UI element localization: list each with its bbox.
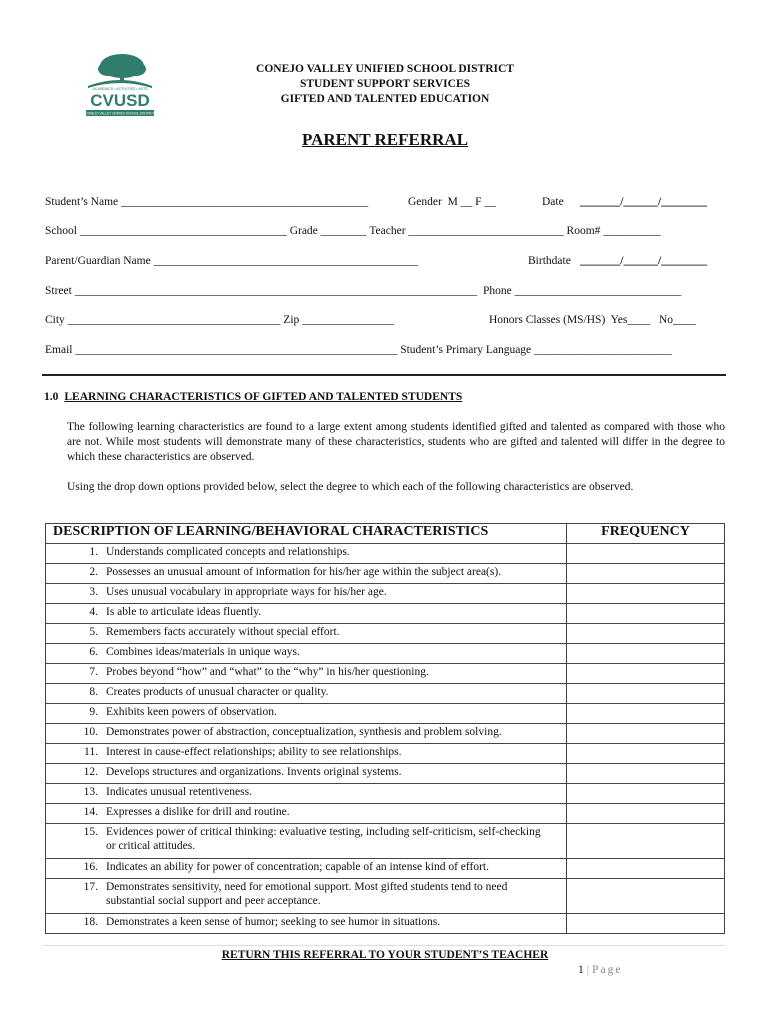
characteristic-number: 4. bbox=[89, 606, 98, 618]
section-instruction: Using the drop down options provided below, select the degree to which each of the following characteristics are observed. bbox=[67, 481, 634, 493]
logo-wordmark: CVUSD bbox=[90, 91, 150, 110]
logo-tagline: ACADEMICS • ACTIVITIES • ARTS bbox=[92, 87, 148, 91]
characteristic-number: 17. bbox=[83, 881, 98, 893]
frequency-dropdown[interactable] bbox=[567, 624, 725, 644]
characteristic-cell bbox=[46, 879, 567, 914]
table-row bbox=[46, 744, 725, 764]
section-number: 1.0 bbox=[44, 391, 59, 403]
characteristic-text: Uses unusual vocabulary in appropriate ways for his/her age. bbox=[106, 586, 387, 598]
frequency-dropdown[interactable] bbox=[567, 744, 725, 764]
return-instruction: RETURN THIS REFERRAL TO YOUR STUDENT’S TEACHER bbox=[221, 949, 549, 961]
characteristic-cell bbox=[46, 684, 567, 704]
section-intro-paragraph: The following learning characteristics are found to a large extent among students identified gifted and talented as compared with those who are not. While most students will demonstrate many of these characteristics, students who are gifted and talented will differ in the degree to which these characteristics are observed. bbox=[67, 421, 725, 463]
frequency-dropdown[interactable] bbox=[567, 764, 725, 784]
street-phone-row[interactable]: Street ______________________________________________________________________ Phone _____________________________ bbox=[45, 285, 682, 297]
characteristic-number: 2. bbox=[89, 566, 98, 578]
footer-divider bbox=[42, 945, 726, 946]
characteristic-text: Expresses a dislike for drill and routine. bbox=[106, 806, 290, 818]
section-divider bbox=[42, 374, 726, 376]
frequency-dropdown[interactable] bbox=[567, 564, 725, 584]
date-field[interactable]: _______/______/________ bbox=[580, 196, 708, 208]
table-row bbox=[46, 644, 725, 664]
table-header-row bbox=[46, 524, 725, 544]
program-name: GIFTED AND TALENTED EDUCATION bbox=[280, 93, 490, 105]
characteristic-text: Understands complicated concepts and relationships. bbox=[106, 546, 350, 558]
frequency-dropdown[interactable] bbox=[567, 859, 725, 879]
table-row bbox=[46, 914, 725, 934]
table-row bbox=[46, 564, 725, 584]
characteristic-cell bbox=[46, 744, 567, 764]
frequency-dropdown[interactable] bbox=[567, 914, 725, 934]
characteristic-cell bbox=[46, 584, 567, 604]
table-row bbox=[46, 824, 725, 859]
characteristic-cell bbox=[46, 724, 567, 744]
table-row bbox=[46, 704, 725, 724]
characteristic-cell bbox=[46, 824, 567, 859]
frequency-dropdown[interactable] bbox=[567, 879, 725, 914]
frequency-dropdown[interactable] bbox=[567, 584, 725, 604]
table-row bbox=[46, 684, 725, 704]
characteristic-number: 14. bbox=[83, 806, 98, 818]
characteristic-number: 18. bbox=[83, 916, 98, 928]
district-name: CONEJO VALLEY UNIFIED SCHOOL DISTRICT bbox=[256, 63, 514, 75]
characteristic-cell bbox=[46, 664, 567, 684]
table-row bbox=[46, 664, 725, 684]
characteristic-number: 1. bbox=[89, 546, 98, 558]
section-title: LEARNING CHARACTERISTICS OF GIFTED AND TALENTED STUDENTS bbox=[64, 391, 463, 403]
frequency-dropdown[interactable] bbox=[567, 724, 725, 744]
email-language-row[interactable]: Email ________________________________________________________ Student’s Primary Language ________________________ bbox=[45, 344, 673, 356]
frequency-dropdown[interactable] bbox=[567, 704, 725, 724]
characteristic-text: Interest in cause-effect relationships; ability to see relationships. bbox=[106, 746, 402, 758]
characteristic-text: Exhibits keen powers of observation. bbox=[106, 706, 277, 718]
characteristic-cell bbox=[46, 859, 567, 879]
table-row bbox=[46, 544, 725, 564]
table-row bbox=[46, 724, 725, 744]
characteristic-text: Creates products of unusual character or quality. bbox=[106, 686, 329, 698]
frequency-dropdown[interactable] bbox=[567, 804, 725, 824]
birthdate-label: Birthdate bbox=[528, 255, 571, 267]
characteristics-table bbox=[45, 523, 725, 934]
characteristic-number: 7. bbox=[89, 666, 98, 678]
characteristic-text: Is able to articulate ideas fluently. bbox=[106, 606, 262, 618]
frequency-dropdown[interactable] bbox=[567, 784, 725, 804]
frequency-dropdown[interactable] bbox=[567, 664, 725, 684]
characteristic-cell bbox=[46, 624, 567, 644]
characteristic-text: Probes beyond “how” and “what” to the “why” in his/her questioning. bbox=[106, 666, 429, 678]
characteristic-number: 8. bbox=[89, 686, 98, 698]
description-column-header: DESCRIPTION OF LEARNING/BEHAVIORAL CHARACTERISTICS bbox=[46, 524, 567, 544]
school-grade-teacher-room-row[interactable]: School ____________________________________ Grade ________ Teacher ___________________________ Room# __________ bbox=[45, 225, 661, 237]
characteristic-text: Demonstrates power of abstraction, conceptualization, synthesis and problem solving. bbox=[106, 726, 502, 738]
table-row bbox=[46, 624, 725, 644]
page-number: 1 | Page bbox=[578, 964, 623, 976]
cvusd-logo bbox=[84, 52, 156, 118]
table-row bbox=[46, 784, 725, 804]
characteristic-number: 10. bbox=[83, 726, 98, 738]
characteristic-text: Indicates unusual retentiveness. bbox=[106, 786, 252, 798]
frequency-dropdown[interactable] bbox=[567, 824, 725, 859]
table-row bbox=[46, 804, 725, 824]
characteristic-number: 5. bbox=[89, 626, 98, 638]
characteristic-number: 6. bbox=[89, 646, 98, 658]
characteristic-number: 3. bbox=[89, 586, 98, 598]
characteristic-number: 12. bbox=[83, 766, 98, 778]
characteristic-cell bbox=[46, 704, 567, 724]
characteristic-text: Demonstrates sensitivity, need for emotional support. Most gifted students tend to need substantial social support and peer acceptance. bbox=[106, 881, 508, 907]
characteristic-number: 13. bbox=[83, 786, 98, 798]
table-row bbox=[46, 764, 725, 784]
characteristic-cell bbox=[46, 764, 567, 784]
characteristic-number: 15. bbox=[83, 826, 98, 838]
characteristic-text: Indicates an ability for power of concentration; capable of an intense kind of effort. bbox=[106, 861, 489, 873]
page-title: PARENT REFERRAL bbox=[301, 130, 469, 149]
table-row bbox=[46, 584, 725, 604]
department-name: STUDENT SUPPORT SERVICES bbox=[299, 78, 471, 90]
table-row bbox=[46, 879, 725, 914]
characteristic-number: 11. bbox=[84, 746, 98, 758]
characteristic-cell bbox=[46, 604, 567, 624]
characteristic-text: Remembers facts accurately without special effort. bbox=[106, 626, 340, 638]
characteristic-text: Evidences power of critical thinking: evaluative testing, including self-criticism, self-checking or critical attitudes. bbox=[106, 826, 541, 852]
city-zip-row[interactable]: City _____________________________________ Zip ________________ bbox=[45, 314, 395, 326]
frequency-dropdown[interactable] bbox=[567, 604, 725, 624]
characteristic-cell bbox=[46, 914, 567, 934]
table-row bbox=[46, 604, 725, 624]
characteristic-text: Demonstrates a keen sense of humor; seeking to see humor in situations. bbox=[106, 916, 441, 928]
frequency-dropdown[interactable] bbox=[567, 544, 725, 564]
district-header bbox=[200, 62, 570, 107]
frequency-column-header: FREQUENCY bbox=[567, 524, 725, 544]
characteristic-cell bbox=[46, 544, 567, 564]
date-label: Date bbox=[542, 196, 564, 208]
table-row bbox=[46, 859, 725, 879]
characteristic-number: 9. bbox=[89, 706, 98, 718]
frequency-dropdown[interactable] bbox=[567, 644, 725, 664]
student-name-field[interactable]: Student’s Name ___________________________________________ bbox=[45, 196, 369, 208]
characteristic-number: 16. bbox=[83, 861, 98, 873]
characteristic-cell bbox=[46, 784, 567, 804]
frequency-dropdown[interactable] bbox=[567, 684, 725, 704]
section-heading bbox=[44, 391, 462, 403]
characteristic-text: Develops structures and organizations. Invents original systems. bbox=[106, 766, 402, 778]
characteristic-cell bbox=[46, 564, 567, 584]
gender-field[interactable]: Gender M __ F __ bbox=[408, 196, 496, 208]
characteristic-cell bbox=[46, 644, 567, 664]
honors-classes-field[interactable]: Honors Classes (MS/HS) Yes____ No____ bbox=[489, 314, 697, 326]
birthdate-field[interactable]: _______/______/________ bbox=[580, 255, 708, 267]
characteristic-cell bbox=[46, 804, 567, 824]
characteristic-text: Combines ideas/materials in unique ways. bbox=[106, 646, 300, 658]
logo-subtitle: CONEJO VALLEY UNIFIED SCHOOL DISTRICT bbox=[85, 111, 155, 116]
parent-guardian-field[interactable]: Parent/Guardian Name ______________________________________________ bbox=[45, 255, 419, 267]
characteristic-text: Possesses an unusual amount of information for his/her age within the subject area(s). bbox=[106, 566, 502, 578]
